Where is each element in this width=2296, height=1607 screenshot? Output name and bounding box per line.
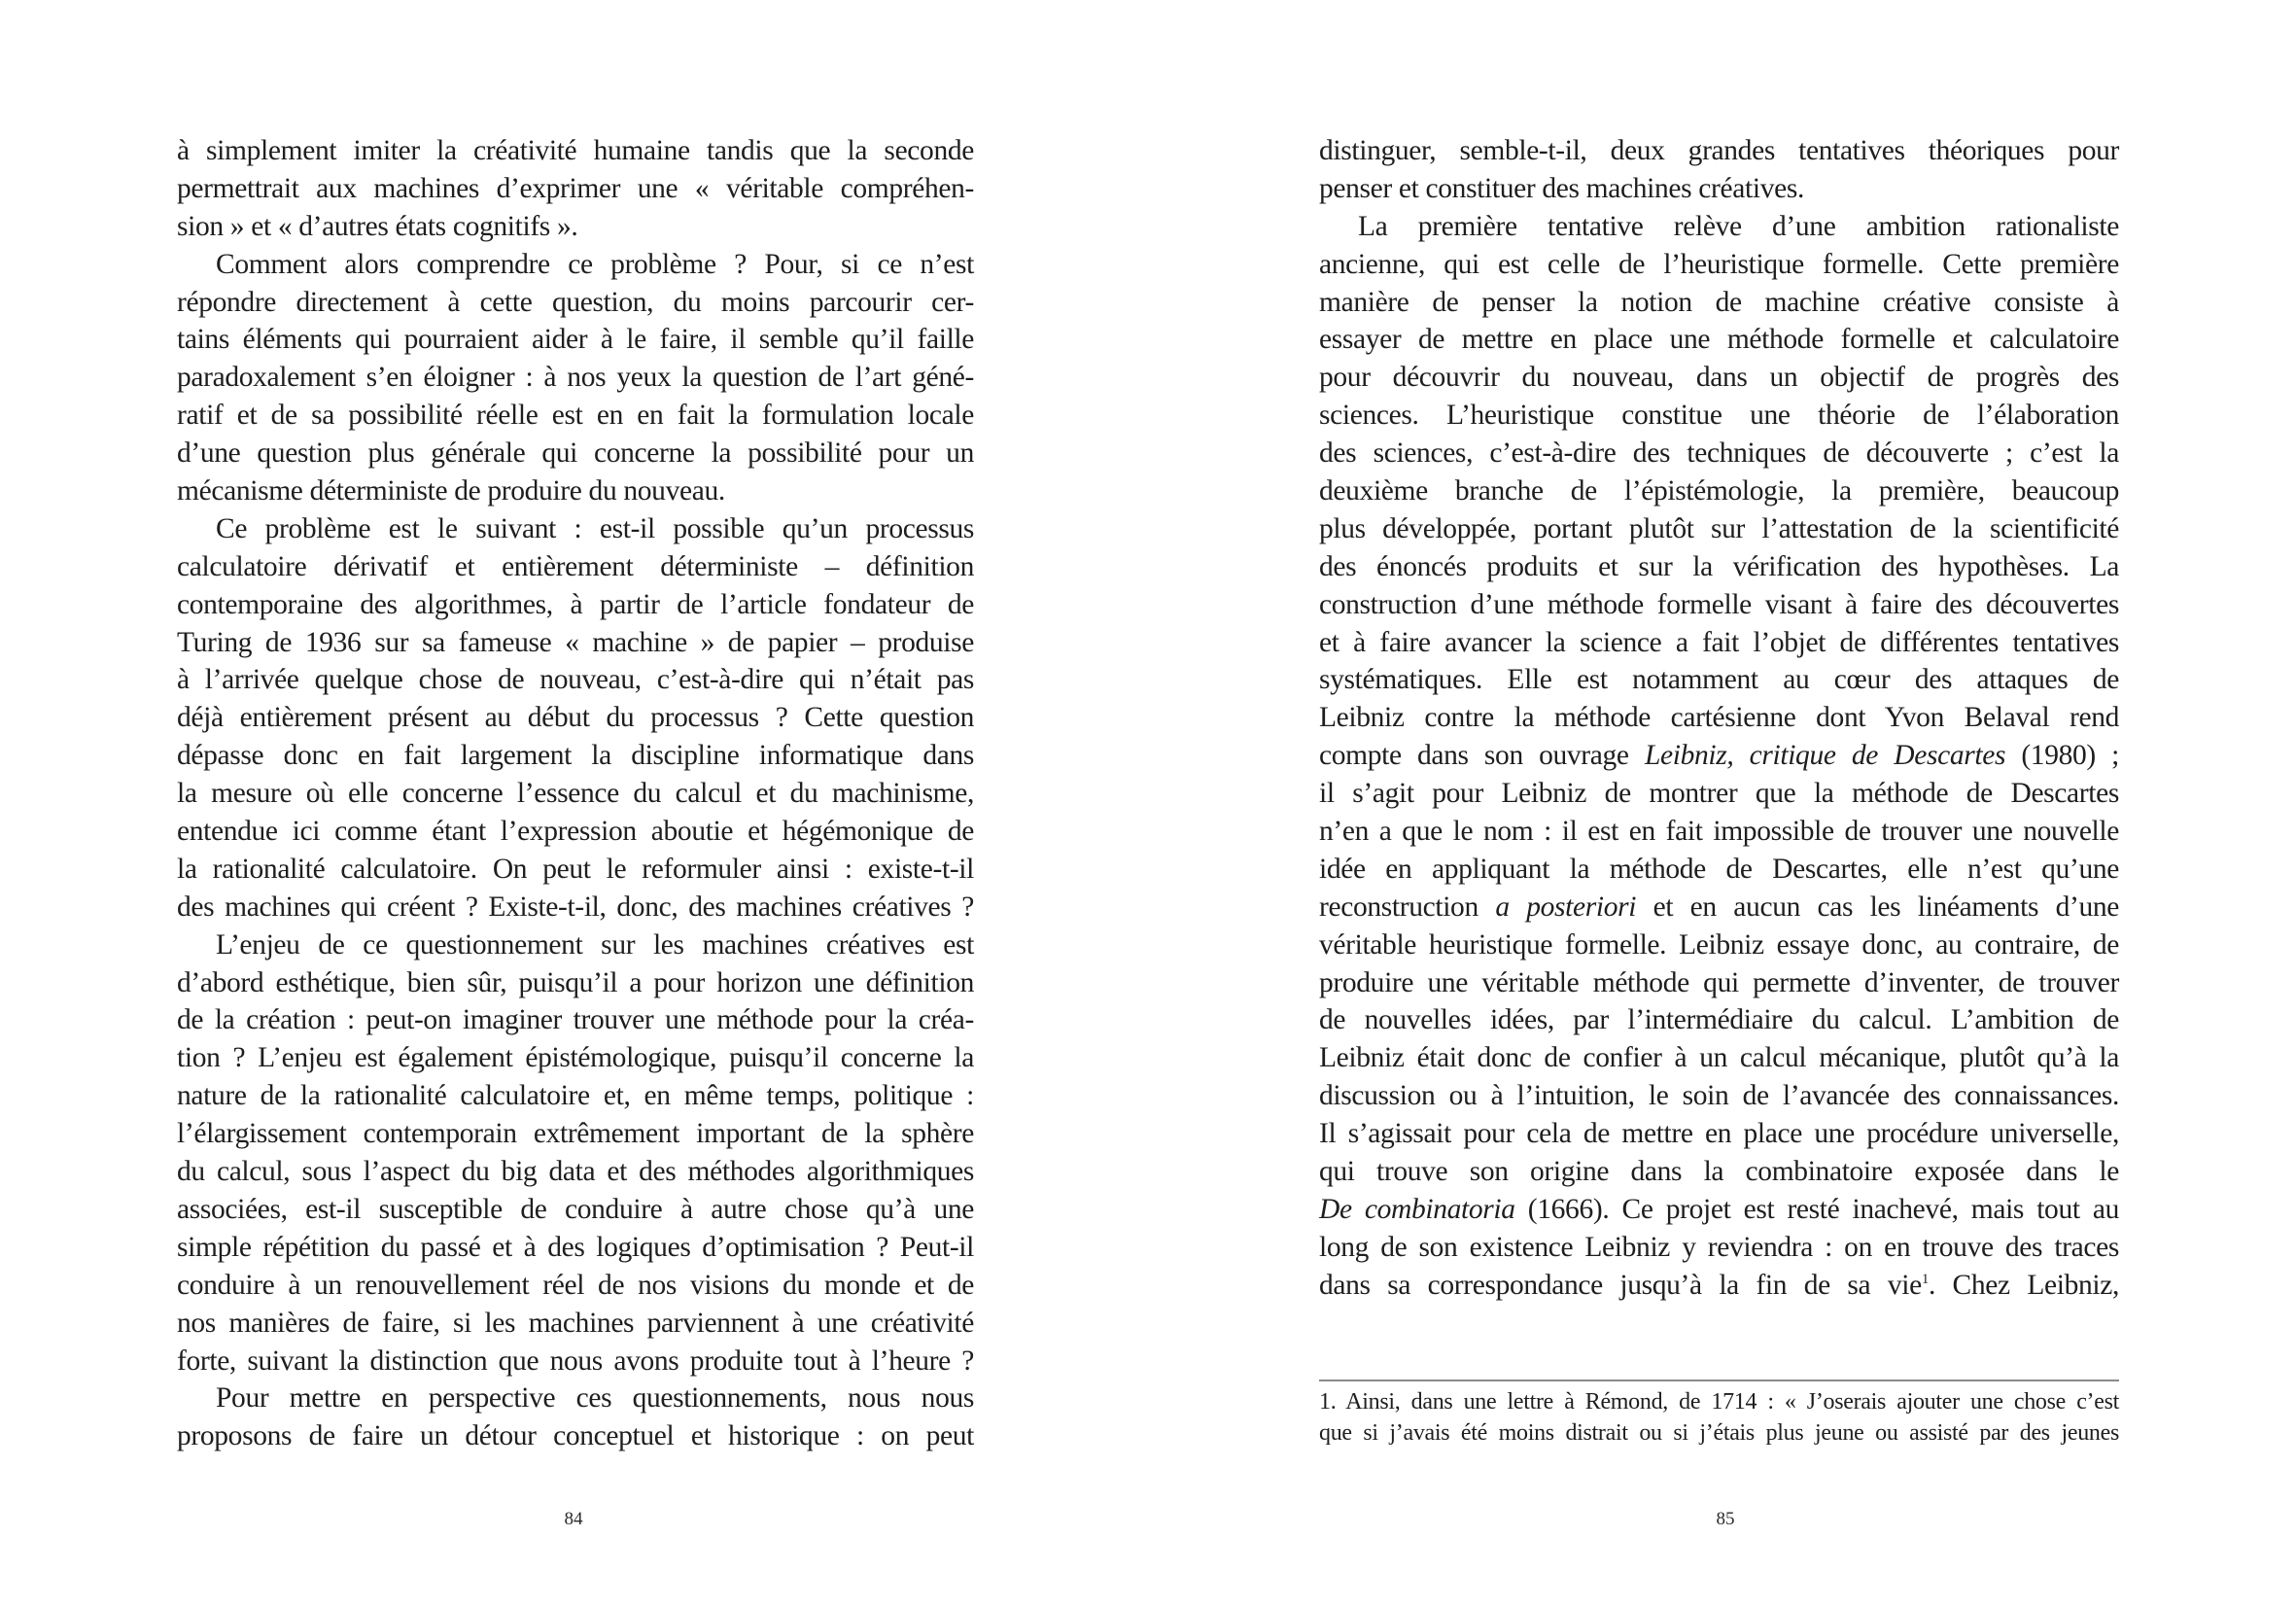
text-segment: deuxième branche de l’épistémologie, la première, beaucoup (1319, 475, 2119, 507)
text-line (1319, 1077, 2119, 1115)
text-line: calculatoire dérivatif et entièrement déterministe – définition (177, 550, 974, 582)
text-line (1319, 1153, 2119, 1191)
text-segment: (1666). Ce projet est resté inachevé, mais tout au (1514, 1193, 2119, 1225)
italic-title: Leibniz, critique de Descartes (1644, 740, 2006, 772)
text-line: proposons de faire un détour conceptuel et historique : on peut (177, 1420, 974, 1452)
text-line (1319, 813, 2119, 851)
text-line: l’élargissement contemporain extrêmement important de la sphère (177, 1118, 974, 1150)
italic-title: a posteriori (1495, 891, 1637, 923)
text-line: répondre directement à cette question, du moins parcourir cer- (177, 286, 974, 318)
text-line: contemporaine des algorithmes, à partir de l’article fondateur de (177, 588, 974, 620)
text-segment: Leibniz contre la méthode cartésienne dont Yvon Belaval rend (1319, 702, 2119, 734)
text-segment: n’en a que le nom : il est en fait impossible de trouver une nouvelle (1319, 816, 2119, 848)
footnote (1319, 1386, 2119, 1449)
text-line: Pour mettre en perspective ces questionnements, nous nous (216, 1382, 974, 1415)
text-line: la mesure où elle concerne l’essence du calcul et du machinisme, (177, 778, 974, 810)
text-segment: plus développée, portant plutôt sur l’attestation de la scientificité (1319, 512, 2119, 544)
text-line: à simplement imiter la créativité humaine tandis que la seconde (177, 135, 974, 166)
text-segment: idée en appliquant la méthode de Descartes, elle n’est qu’une (1319, 853, 2119, 885)
text-segment: (1980) ; (2005, 740, 2119, 772)
text-line: mécanisme déterministe de produire du nouveau. (177, 475, 725, 507)
text-line (1319, 624, 2119, 662)
right-page-number: 85 (1716, 1509, 1735, 1529)
text-segment: . Chez Leibniz, (1928, 1269, 2119, 1301)
text-line: du calcul, sous l’aspect du big data et des méthodes algorithmiques (177, 1156, 974, 1188)
text-line (1319, 170, 2119, 208)
text-line: la rationalité calculatoire. On peut le reformuler ainsi : existe-t-il (177, 853, 974, 885)
text-line: permettrait aux machines d’exprimer une « véritable compréhen- (177, 172, 974, 204)
text-line (1319, 926, 2119, 964)
text-line (1319, 1039, 2119, 1077)
text-line (1319, 851, 2119, 889)
text-segment: et à faire avancer la science a fait l’objet de différentes tentatives (1319, 626, 2119, 658)
text-line (1319, 1267, 2119, 1305)
text-line (1319, 699, 2119, 737)
text-line: Comment alors comprendre ce problème ? Pour, si ce n’est (216, 248, 974, 280)
text-segment: systématiques. Elle est notamment au cœur des attaques de (1319, 664, 2119, 696)
text-segment: La première tentative relève d’une ambition rationaliste (1358, 210, 2119, 242)
text-line (1319, 1229, 2119, 1267)
text-line (1319, 1191, 2119, 1229)
text-line: tains éléments qui pourraient aider à le faire, il semble qu’il faille (177, 324, 974, 356)
text-segment: essayer de mettre en place une méthode formelle et calculatoire (1319, 324, 2119, 356)
text-line: sion » et « d’autres états cognitifs ». (177, 210, 578, 242)
text-segment: long de son existence Leibniz y reviendra : on en trouve des traces (1319, 1231, 2119, 1263)
text-segment: compte dans son ouvrage (1319, 740, 1645, 772)
text-line (1319, 435, 2119, 472)
text-line (1319, 737, 2119, 775)
text-segment: de nouvelles idées, par l’intermédiaire du calcul. L’ambition de (1319, 1004, 2119, 1036)
text-line: des machines qui créent ? Existe-t-il, donc, des machines créatives ? (177, 891, 974, 923)
text-line: associées, est-il susceptible de conduire à autre chose qu’à une (177, 1193, 974, 1225)
text-segment: discussion ou à l’intuition, le soin de l’avancée des connaissances. (1319, 1080, 2119, 1112)
text-line (1319, 661, 2119, 699)
text-line (1319, 964, 2119, 1002)
footnote-line: que si j’avais été moins distrait ou si j’étais plus jeune ou assisté par des jeunes (1319, 1420, 2119, 1446)
text-line: déjà entièrement présent au début du processus ? Cette question (177, 702, 974, 734)
text-line: Turing de 1936 sur sa fameuse « machine » de papier – produise (177, 626, 974, 658)
italic-title: De combinatoria (1319, 1193, 1515, 1225)
text-line: dépasse donc en fait largement la discipline informatique dans (177, 740, 974, 772)
text-line: entendue ici comme étant l’expression aboutie et hégémonique de (177, 816, 974, 848)
text-line (1319, 586, 2119, 624)
text-segment: construction d’une méthode formelle visant à faire des découvertes (1319, 588, 2119, 620)
footnote-line: 1. Ainsi, dans une lettre à Rémond, de 1714 : « J’oserais ajouter une chose c’est (1319, 1389, 2119, 1415)
text-line (1319, 510, 2119, 548)
text-line: L’enjeu de ce questionnement sur les machines créatives est (216, 928, 974, 961)
left-page-body-text (177, 132, 974, 1455)
text-segment: et en aucun cas les linéaments d’une (1636, 891, 2119, 923)
text-line (1319, 775, 2119, 813)
text-segment: sciences. L’heuristique constitue une théorie de l’élaboration (1319, 400, 2119, 432)
text-line (1319, 1115, 2119, 1153)
text-line: paradoxalement s’en éloigner : à nos yeux la question de l’art géné- (177, 362, 974, 394)
text-segment: Il s’agissait pour cela de mettre en place une procédure universelle, (1319, 1118, 2119, 1150)
text-line (1319, 359, 2119, 397)
footnote-reference[interactable]: 1 (1921, 1271, 1929, 1287)
text-line: simple répétition du passé et à des logiques d’optimisation ? Peut-il (177, 1231, 974, 1263)
text-line (1319, 284, 2119, 322)
text-segment: Leibniz était donc de confier à un calcul mécanique, plutôt qu’à la (1319, 1042, 2119, 1074)
text-segment: manière de penser la notion de machine créative consiste à (1319, 286, 2119, 318)
text-segment: pour découvrir du nouveau, dans un objectif de progrès des (1319, 362, 2119, 394)
text-segment: distinguer, semble-t-il, deux grandes tentatives théoriques pour (1319, 135, 2119, 166)
text-segment: ancienne, qui est celle de l’heuristique formelle. Cette première (1319, 248, 2119, 280)
right-page (1148, 0, 2296, 1607)
text-line: forte, suivant la distinction que nous avons produite tout à l’heure ? (177, 1345, 974, 1377)
right-page-body-text (1319, 132, 2119, 1305)
text-line: à l’arrivée quelque chose de nouveau, c’est-à-dire qui n’était pas (177, 664, 974, 696)
text-segment: qui trouve son origine dans la combinatoire exposée dans le (1319, 1156, 2119, 1188)
text-segment: dans sa correspondance jusqu’à la fin de sa vie (1319, 1269, 1922, 1301)
text-segment: penser et constituer des machines créatives. (1319, 172, 1805, 204)
text-segment: il s’agit pour Leibniz de montrer que la méthode de Descartes (1319, 778, 2119, 810)
text-line (1319, 472, 2119, 510)
text-segment: reconstruction (1319, 891, 1496, 923)
left-page-number: 84 (564, 1509, 583, 1529)
text-line: conduire à un renouvellement réel de nos visions du monde et de (177, 1269, 974, 1301)
text-segment: véritable heuristique formelle. Leibniz essaye donc, au contraire, de (1319, 928, 2119, 961)
text-line (1319, 246, 2119, 284)
footnote-separator (1319, 1380, 2119, 1381)
text-line (1319, 889, 2119, 926)
text-line (1319, 548, 2119, 586)
text-line: d’une question plus générale qui concerne la possibilité pour un (177, 437, 974, 470)
text-line (1319, 321, 2119, 359)
text-line: d’abord esthétique, bien sûr, puisqu’il a pour horizon une définition (177, 966, 974, 998)
text-segment: des énoncés produits et sur la vérification des hypothèses. La (1319, 550, 2119, 582)
text-line (1319, 1001, 2119, 1039)
text-line: de la création : peut-on imaginer trouver une méthode pour la créa- (177, 1004, 974, 1036)
text-line (1319, 397, 2119, 435)
text-line: nos manières de faire, si les machines parviennent à une créativité (177, 1307, 974, 1339)
text-line: Ce problème est le suivant : est-il possible qu’un processus (216, 512, 974, 544)
text-line (1319, 132, 2119, 170)
text-line: nature de la rationalité calculatoire et, en même temps, politique : (177, 1080, 974, 1112)
text-line (1319, 208, 2119, 246)
text-line: tion ? L’enjeu est également épistémologique, puisqu’il concerne la (177, 1042, 974, 1074)
text-segment: produire une véritable méthode qui permette d’inventer, de trouver (1319, 966, 2119, 998)
text-segment: des sciences, c’est-à-dire des techniques de découverte ; c’est la (1319, 437, 2119, 470)
text-line: ratif et de sa possibilité réelle est en en fait la formulation locale (177, 400, 974, 432)
